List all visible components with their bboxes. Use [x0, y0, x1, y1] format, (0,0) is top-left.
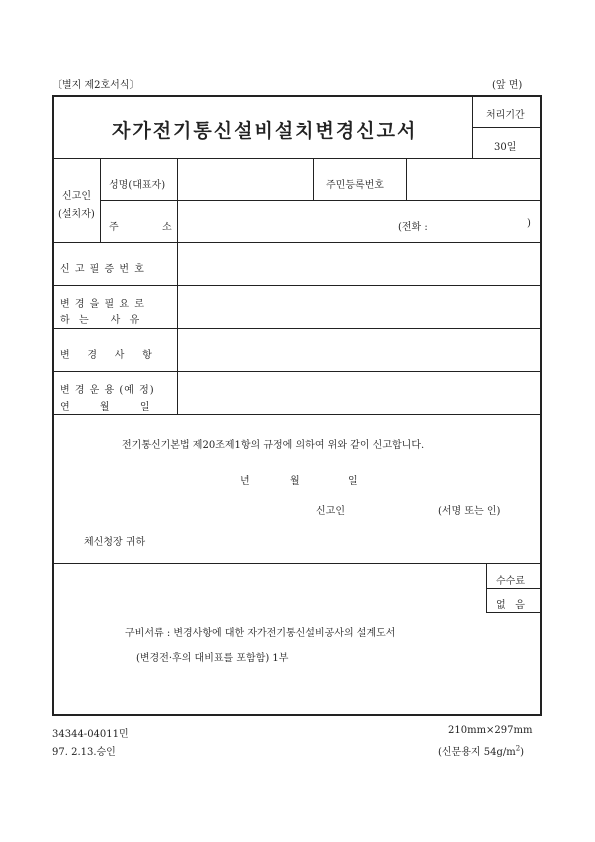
paper-size: 210mm×297mm	[448, 725, 533, 736]
address-label-1: 주	[109, 222, 119, 233]
form-number: 〔별지 제2호서식〕	[52, 80, 140, 91]
address-label-2: 소	[162, 222, 172, 233]
required-documents: 구비서류 : 변경사항에 대한 자가전기통신설비공사의 설계도서	[125, 628, 396, 639]
date-year-label: 년	[240, 476, 250, 487]
phone-close: )	[527, 218, 531, 229]
processing-period-label: 처리기간	[486, 110, 525, 121]
declaration-text: 전기통신기본법 제20조제1항의 규정에 의하여 위와 같이 신고합니다.	[122, 440, 425, 451]
reporter-label: 신고인	[62, 191, 91, 202]
resident-id-field[interactable]	[407, 159, 540, 199]
address-field[interactable]	[178, 201, 540, 241]
page-side-label: (앞 면)	[492, 80, 523, 91]
date-month-label: 월	[290, 476, 300, 487]
name-field[interactable]	[178, 159, 312, 199]
signature-label: (서명 또는 인)	[438, 506, 501, 517]
processing-period-value: 30일	[494, 142, 517, 153]
name-label: 성명(대표자)	[109, 180, 166, 191]
change-reason-label-2: 하 는 사 유	[60, 315, 141, 326]
resident-id-label: 주민등록번호	[326, 180, 384, 191]
cert-number-field[interactable]	[178, 243, 540, 284]
phone-label: (전화 :	[398, 222, 428, 233]
cert-number-label: 신 고 필 증 번 호	[60, 264, 145, 275]
addressee: 체신청장 귀하	[84, 537, 146, 548]
approval-date: 97. 2.13.승인	[52, 747, 116, 758]
fee-value: 없 음	[496, 600, 525, 611]
change-items-field[interactable]	[178, 329, 540, 370]
required-documents-note: (변경전·후의 대비표를 포함함) 1부	[136, 653, 289, 664]
change-reason-label-1: 변 경 을 필 요 로	[60, 299, 145, 310]
date-day-label: 일	[348, 476, 358, 487]
operation-date-label-2: 연 월 일	[60, 402, 151, 413]
form-code: 34344-04011민	[52, 729, 129, 740]
signer-label: 신고인	[316, 506, 345, 517]
fee-label: 수수료	[496, 576, 525, 587]
change-items-label: 변 경 사 항	[60, 350, 153, 361]
operation-date-label-1: 변 경 운 용 (예 정)	[60, 385, 155, 396]
form-title: 자가전기통신설비설치변경신고서	[112, 120, 418, 142]
change-reason-field[interactable]	[178, 286, 540, 327]
operation-date-field[interactable]	[178, 372, 540, 413]
paper-spec: (신문용지 $54g/m^2$)	[438, 744, 525, 758]
reporter-sublabel: (설치자)	[58, 209, 95, 220]
